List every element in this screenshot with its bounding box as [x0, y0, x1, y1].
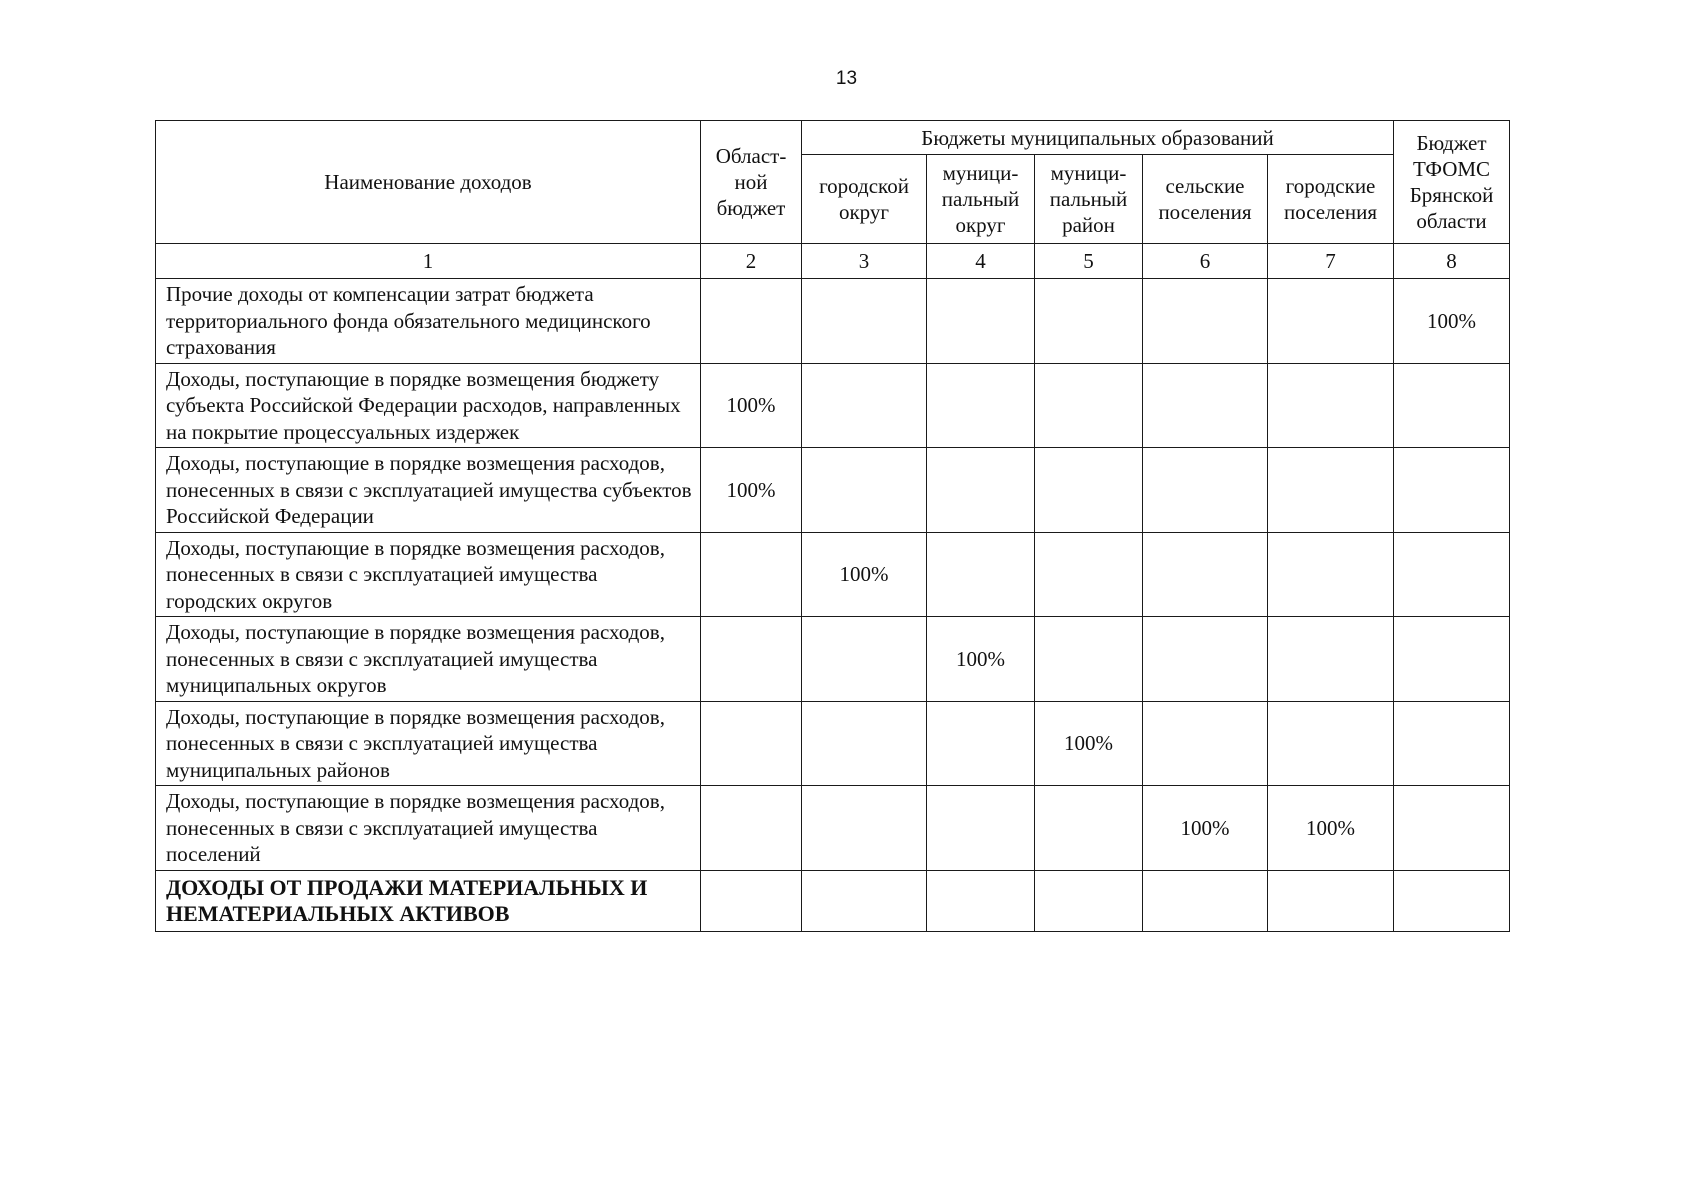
revenue-name-cell: Доходы, поступающие в порядке возмещения расходов, понесенных в связи с эксплуатацией имущества муниципальных районов [156, 701, 701, 786]
column-number: 4 [927, 244, 1035, 279]
share-cell [1268, 701, 1394, 786]
share-cell [701, 701, 802, 786]
header-urban-settlements [1268, 155, 1394, 244]
header-line: сельские [1165, 174, 1245, 198]
share-cell: 100% [1143, 786, 1268, 871]
revenue-distribution-table [155, 120, 1510, 932]
share-cell [701, 786, 802, 871]
header-urban-district [802, 155, 927, 244]
share-cell [802, 701, 927, 786]
page-number: 13 [835, 68, 858, 89]
column-number: 3 [802, 244, 927, 279]
header-line: пальный [941, 187, 1020, 211]
share-cell [1268, 448, 1394, 533]
header-line: Бюджет [1416, 131, 1487, 155]
table-row [156, 532, 1510, 617]
share-cell: 100% [927, 617, 1035, 702]
share-cell [1394, 617, 1510, 702]
share-cell: 100% [1394, 279, 1510, 364]
share-cell: 100% [1268, 786, 1394, 871]
share-cell [927, 363, 1035, 448]
revenue-name-cell: Доходы, поступающие в порядке возмещения расходов, понесенных в связи с эксплуатацией имущества субъектов Российской Федерации [156, 448, 701, 533]
table-row [156, 701, 1510, 786]
share-cell [802, 448, 927, 533]
header-line: муници- [1050, 161, 1127, 185]
share-cell [1035, 448, 1143, 533]
header-line: поселения [1283, 200, 1378, 224]
column-number: 6 [1143, 244, 1268, 279]
share-cell [927, 870, 1035, 931]
table-row [156, 279, 1510, 364]
table-row [156, 617, 1510, 702]
share-cell [927, 448, 1035, 533]
share-cell [1394, 532, 1510, 617]
header-line: ной [734, 170, 768, 194]
share-cell [1143, 532, 1268, 617]
share-cell [1268, 870, 1394, 931]
share-cell [1394, 870, 1510, 931]
share-cell [701, 279, 802, 364]
share-cell [1035, 786, 1143, 871]
share-cell [1035, 532, 1143, 617]
column-number: 8 [1394, 244, 1510, 279]
share-cell [802, 617, 927, 702]
share-cell [927, 532, 1035, 617]
share-cell [802, 363, 927, 448]
column-number: 5 [1035, 244, 1143, 279]
share-cell [1268, 617, 1394, 702]
header-line: пальный [1049, 187, 1128, 211]
header-line: Брянской [1409, 183, 1494, 207]
share-cell [1268, 363, 1394, 448]
share-cell [1035, 279, 1143, 364]
header-municipal-budgets: Бюджеты муниципальных образований [802, 121, 1394, 155]
share-cell: 100% [701, 448, 802, 533]
revenue-name-cell: Доходы, поступающие в порядке возмещения расходов, понесенных в связи с эксплуатацией имущества муниципальных округов [156, 617, 701, 702]
share-cell [1394, 786, 1510, 871]
share-cell: 100% [1035, 701, 1143, 786]
header-line: район [1062, 213, 1115, 237]
share-cell [1035, 870, 1143, 931]
column-number: 2 [701, 244, 802, 279]
share-cell [1143, 363, 1268, 448]
share-cell [927, 786, 1035, 871]
share-cell [927, 701, 1035, 786]
share-cell: 100% [802, 532, 927, 617]
share-cell [1394, 448, 1510, 533]
share-cell [802, 279, 927, 364]
share-cell: 100% [701, 363, 802, 448]
share-cell [1268, 279, 1394, 364]
header-tfoms-budget [1394, 121, 1510, 244]
header-line: поселения [1158, 200, 1252, 224]
share-cell [927, 279, 1035, 364]
header-rural-settlements [1143, 155, 1268, 244]
share-cell [1143, 448, 1268, 533]
header-line: ТФОМС [1412, 157, 1491, 181]
revenue-name-cell: Доходы, поступающие в порядке возмещения расходов, понесенных в связи с эксплуатацией имущества городских округов [156, 532, 701, 617]
header-line: области [1416, 209, 1487, 233]
share-cell [1143, 870, 1268, 931]
table-header [156, 121, 1510, 279]
share-cell [1394, 701, 1510, 786]
table-row [156, 786, 1510, 871]
revenue-name-cell: Доходы, поступающие в порядке возмещения расходов, понесенных в связи с эксплуатацией имущества поселений [156, 786, 701, 871]
share-cell [701, 532, 802, 617]
header-regional-budget [701, 121, 802, 244]
header-municipal-area [1035, 155, 1143, 244]
share-cell [1268, 532, 1394, 617]
header-line: округ [838, 200, 890, 224]
share-cell [1394, 363, 1510, 448]
revenue-name-cell: Доходы, поступающие в порядке возмещения бюджету субъекта Российской Федерации расходов, направленных на покрытие процессуальных издержек [156, 363, 701, 448]
share-cell [802, 786, 927, 871]
header-line: городской [819, 174, 909, 198]
share-cell [1143, 279, 1268, 364]
header-line: Област- [715, 144, 787, 168]
table-row [156, 870, 1510, 931]
column-number-row [156, 244, 1510, 279]
header-line: бюджет [716, 196, 786, 220]
revenue-name-cell: ДОХОДЫ ОТ ПРОДАЖИ МАТЕРИАЛЬНЫХ И НЕМАТЕРИАЛЬНЫХ АКТИВОВ [156, 870, 701, 931]
share-cell [1143, 701, 1268, 786]
share-cell [1143, 617, 1268, 702]
share-cell [1035, 363, 1143, 448]
revenue-name-cell: Прочие доходы от компенсации затрат бюджета территориального фонда обязательного медицинского страхования [156, 279, 701, 364]
share-cell [802, 870, 927, 931]
share-cell [701, 870, 802, 931]
column-number: 1 [156, 244, 701, 279]
column-number: 7 [1268, 244, 1394, 279]
header-line: округ [955, 213, 1006, 237]
share-cell [1035, 617, 1143, 702]
share-cell [701, 617, 802, 702]
table-row [156, 448, 1510, 533]
table-row [156, 363, 1510, 448]
header-line: городские [1285, 174, 1376, 198]
header-municipal-district [927, 155, 1035, 244]
header-line: муници- [942, 161, 1019, 185]
table-body [156, 279, 1510, 932]
header-revenue-name: Наименование доходов [156, 121, 701, 244]
